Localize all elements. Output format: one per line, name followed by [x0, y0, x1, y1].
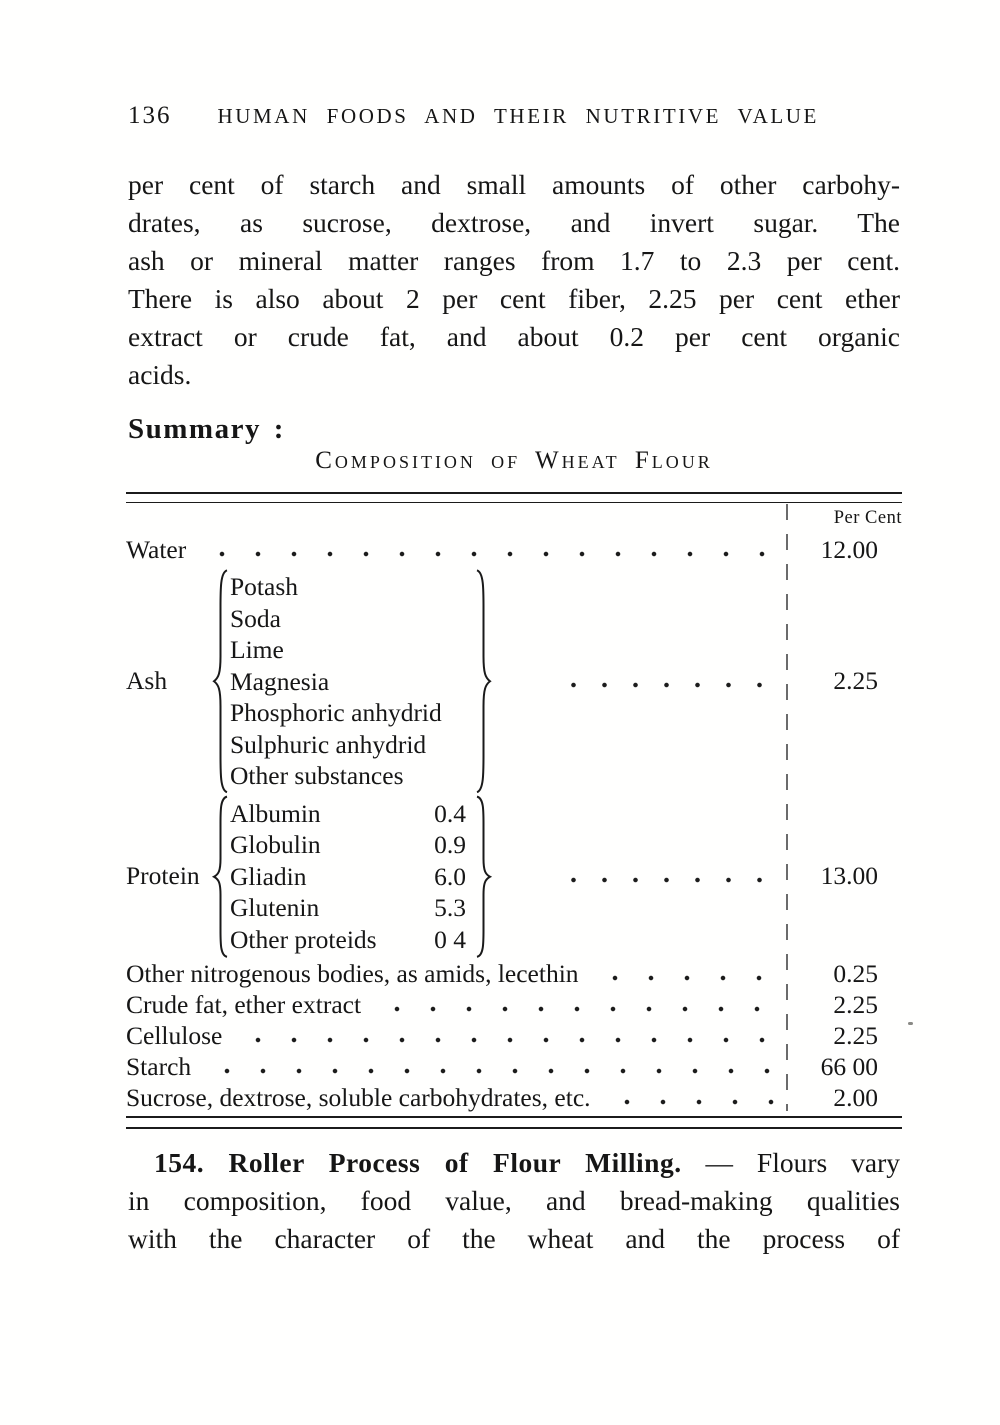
list-item: Other substances [230, 761, 404, 790]
paragraph-line [128, 1144, 900, 1182]
paragraph-line: extract or crude fat, and about 0.2 per cent organic [128, 321, 900, 352]
running-head [128, 102, 900, 130]
right-brace-icon [474, 568, 494, 795]
list-item: Soda [230, 603, 281, 633]
paragraph-line: acids. [128, 359, 192, 390]
intro-paragraph [128, 166, 900, 394]
right-brace-icon [474, 795, 494, 959]
row-value: 12.00 [820, 535, 878, 564]
composition-table [126, 492, 902, 1129]
item-name: Glutenin [230, 893, 320, 922]
page-number: 136 [128, 102, 172, 129]
ash-item-list [230, 568, 474, 795]
table-column-rule [786, 504, 788, 1111]
dot-leader [607, 1096, 774, 1108]
paragraph-line: in composition, food value, and bread-making qualities [128, 1185, 900, 1216]
protein-item-list [230, 795, 474, 959]
item-value: 0.9 [434, 830, 466, 859]
list-item: Phosphoric anhydrid [230, 698, 442, 727]
list-item [230, 798, 474, 830]
dot-leader [207, 1065, 774, 1077]
list-item [230, 892, 474, 924]
unit-column-header: Per Cent [833, 508, 902, 528]
dot-leader [595, 972, 774, 984]
list-item [230, 924, 474, 956]
dot-leader [556, 679, 776, 691]
dot-leader [377, 1003, 774, 1015]
item-value: 5.3 [434, 893, 466, 922]
list-item: Potash [230, 572, 299, 601]
row-label: Other nitrogenous bodies, as amids, lecethin [126, 958, 579, 988]
table-bottom-rule [126, 1116, 902, 1129]
running-title: HUMAN FOODS AND THEIR NUTRITIVE VALUE [217, 104, 819, 128]
paragraph-line: with the character of the wheat and the process of [128, 1223, 900, 1254]
summary-heading: Summary : [128, 413, 285, 445]
item-value: 6.0 [434, 861, 466, 891]
left-brace-icon [210, 568, 230, 795]
paragraph-line: ash or mineral matter ranges from 1.7 to 2.3 per cent. [128, 245, 900, 276]
list-item [230, 861, 474, 893]
list-item: Sulphuric anhydrid [230, 729, 427, 759]
item-name: Gliadin [230, 861, 307, 891]
row-value: 66 00 [820, 1051, 878, 1081]
row-label: Water [126, 535, 187, 564]
paragraph-line: There is also about 2 per cent fiber, 2.25 per cent ether [128, 283, 900, 314]
scan-speck [908, 1022, 913, 1025]
row-label: Starch [126, 1051, 192, 1081]
item-name: Albumin [230, 798, 321, 828]
item-value: 0 4 [434, 924, 466, 954]
row-label: Cellulose [126, 1020, 223, 1050]
list-item: Lime [230, 635, 284, 664]
item-name: Other proteids [230, 924, 377, 954]
group-label: Ash [126, 666, 168, 696]
group-value: 2.25 [833, 666, 878, 696]
paragraph-line: drates, as sucrose, dextrose, and invert sugar. The [128, 207, 900, 238]
paragraph-line: per cent of starch and small amounts of other carbohy- [128, 169, 900, 200]
row-value: 0.25 [833, 958, 878, 988]
item-name: Globulin [230, 830, 321, 859]
table-top-rule [126, 492, 902, 503]
list-item [230, 829, 474, 861]
item-value: 0.4 [434, 798, 466, 828]
row-value: 2.25 [833, 1020, 878, 1050]
list-item: Magnesia [230, 666, 330, 696]
paragraph-text: — Flours vary [681, 1147, 900, 1178]
table-title: Composition of Wheat Flour [315, 447, 713, 474]
dot-leader [556, 874, 776, 886]
section-heading: 154. Roller Process of Flour Milling. [154, 1147, 682, 1178]
row-value: 2.25 [833, 989, 878, 1019]
group-value: 13.00 [820, 861, 878, 891]
row-label: Sucrose, dextrose, soluble carbohydrates, etc. [126, 1082, 591, 1112]
row-value: 2.00 [833, 1082, 878, 1112]
row-label: Crude fat, ether extract [126, 989, 362, 1019]
group-label: Protein [126, 861, 200, 891]
milling-paragraph [128, 1144, 900, 1258]
left-brace-icon [210, 795, 230, 959]
dot-leader [238, 1034, 774, 1046]
dot-leader [202, 548, 774, 560]
